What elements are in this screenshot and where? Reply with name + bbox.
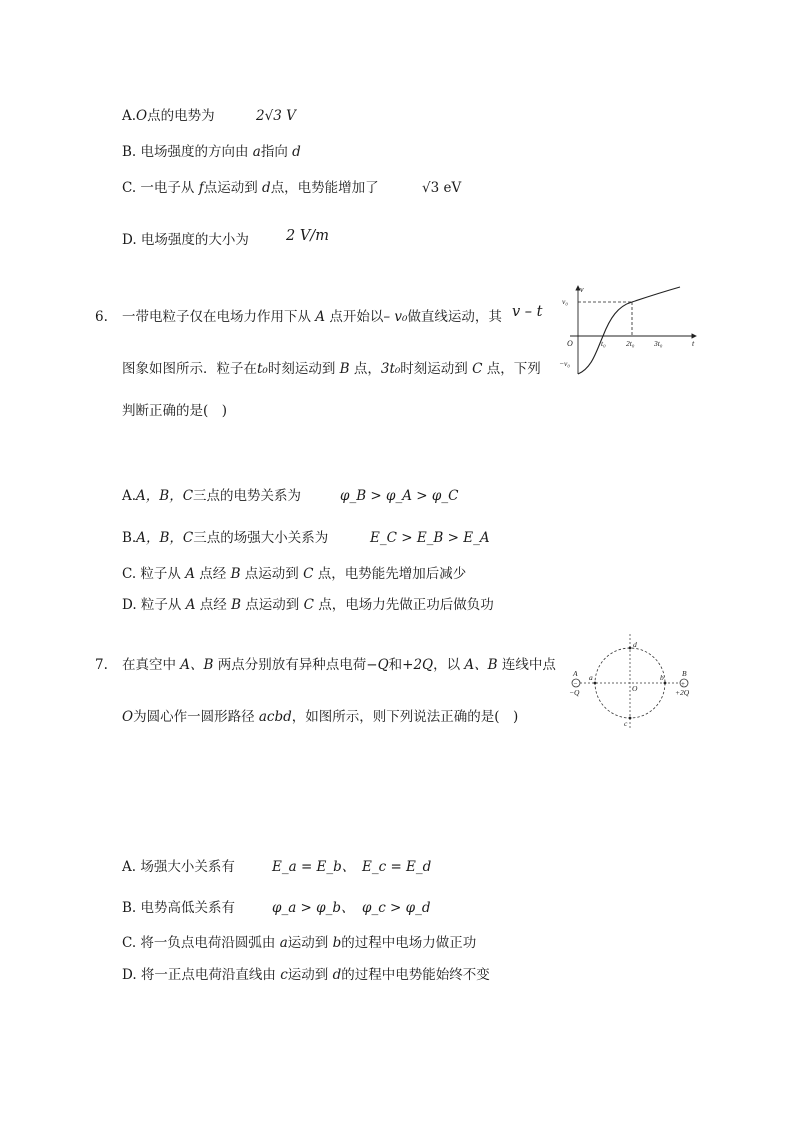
- q6-stem-line1: 一带电粒子仅在电场力作用下从 A 点开始以– v₀做直线运动，其: [122, 309, 502, 325]
- q7-option-d: D. 将一正点电荷沿直线由 c运动到 d的过程中电势能始终不变: [122, 967, 490, 983]
- point-b-dot: [664, 682, 667, 685]
- q6-option-b-relation: E_C > E_B > E_A: [370, 530, 490, 546]
- q7-number: 7.: [95, 657, 108, 673]
- label-neg-q: −Q: [569, 688, 580, 697]
- q6-option-a-relation: φ_B > φ_A > φ_C: [340, 488, 459, 504]
- q5-option-c: C. 一电子从 f点运动到 d点，电势能增加了: [122, 180, 379, 196]
- q7-option-b: B. 电势高低关系有: [122, 900, 236, 916]
- label-d: d: [633, 640, 637, 649]
- q7-option-a-rel2: E_c = E_d: [362, 859, 432, 875]
- q6-option-d: D. 粒子从 A 点经 B 点运动到 C 点，电场力先做正功后做负功: [122, 597, 494, 613]
- t-axis-label: t: [692, 339, 695, 348]
- q5-option-a: A.O点的电势为: [122, 108, 215, 124]
- v0-label: v₀: [562, 297, 568, 306]
- q5-option-d: D. 电场强度的大小为: [122, 232, 249, 248]
- q6-stem-line2: 图象如图所示．粒子在t₀时刻运动到 B 点，3t₀时刻运动到 C 点，下列: [122, 361, 541, 377]
- label-c: c: [624, 719, 628, 728]
- q7-circle-figure: [564, 632, 694, 732]
- label-b: b: [660, 673, 664, 682]
- q5-option-d-value: 2 V/m: [286, 228, 329, 244]
- label-B: B: [682, 669, 687, 678]
- q6-vt-graph: [558, 282, 700, 376]
- q6-option-a: A.A，B，C三点的电势关系为: [122, 488, 302, 504]
- q7-option-b-rel1: φ_a > φ_b、: [272, 900, 355, 916]
- tick-t0: t₀: [601, 339, 606, 348]
- q7-option-a: A. 场强大小关系有: [122, 859, 235, 875]
- point-a-dot: [594, 682, 597, 685]
- label-A: A: [573, 669, 578, 678]
- label-O: O: [632, 684, 638, 693]
- q7-option-a-rel1: E_a = E_b、: [272, 859, 356, 875]
- q7-stem-line1: 在真空中 A、B 两点分别放有异种点电荷−Q和+2Q，以 A、B 连线中点: [122, 657, 556, 673]
- plus-sign: +: [681, 680, 685, 688]
- q5-option-a-value: 2√3 V: [256, 108, 296, 124]
- v-axis-label: v: [580, 285, 584, 294]
- minus-sign: −: [573, 679, 578, 688]
- q7-option-c: C. 将一负点电荷沿圆弧由 a运动到 b的过程中电场力做正功: [122, 935, 477, 951]
- q7-option-b-rel2: φ_c > φ_d: [362, 900, 431, 916]
- tick-3t0: 3t₀: [654, 339, 663, 348]
- q6-option-c: C. 粒子从 A 点经 B 点运动到 C 点，电势能先增加后减少: [122, 566, 467, 582]
- neg-v0-label: −v₀: [559, 359, 570, 368]
- q6-number: 6.: [95, 309, 108, 325]
- label-a: a: [589, 673, 593, 682]
- q6-option-b: B.A，B，C三点的场强大小关系为: [122, 530, 329, 546]
- q6-stem-line3: 判断正确的是( ): [122, 403, 228, 419]
- q7-stem-line2: O为圆心作一圆形路径 acbd，如图所示，则下列说法正确的是( ): [122, 709, 519, 725]
- point-c-dot: [629, 717, 632, 720]
- label-pos-2q: +2Q: [675, 688, 690, 697]
- origin-label: O: [567, 339, 573, 348]
- vt-curve: [578, 287, 680, 374]
- q6-vt-label: v – t: [512, 304, 543, 320]
- q5-option-b: B. 电场强度的方向由 a指向 d: [122, 144, 301, 160]
- tick-2t0: 2t₀: [626, 339, 635, 348]
- q5-option-c-value: √3 eV: [422, 180, 462, 196]
- point-d-dot: [629, 647, 632, 650]
